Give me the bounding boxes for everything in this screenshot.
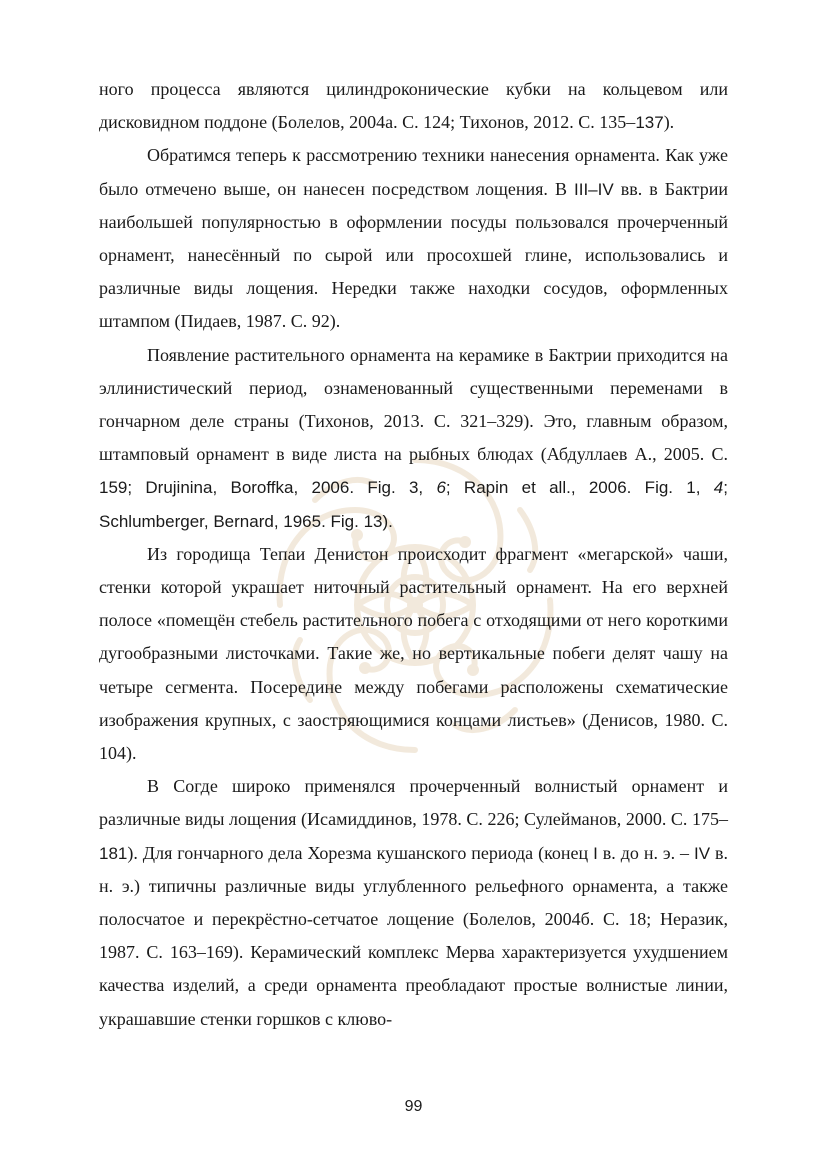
page-number: 99 <box>404 1098 423 1115</box>
body-text <box>99 73 728 1036</box>
paragraph-1-text: ного процесса являются цилиндроконические кубки на кольцевом или дисковидном поддоне (Болелов, 2004а. С. 124; Тихонов, 2012. С. 135– <box>99 79 728 133</box>
paragraph-5-century-iv: IV <box>694 843 711 863</box>
paragraph-3-text-a: Появление растительного орнамента на керамике в Бактрии приходится на эллинистический период, ознаменованный существенными переменами в гончарном деле страны (Тихонов, 2013. С. 321–329). Это, главным образом, штамповый орнамент в виде листа на рыбных блюдах (Абдуллаев А., 2005. С. <box>99 344 728 465</box>
paragraph-2-text-c: вв. в Бактрии наибольшей популярностью в оформлении посуды пользовался прочерченный орнамент, нанесённый по сырой или просохшей глине, использовались и различные виды лощения. Нередки также находки сосудов, оформленных штампом (Пидаев, 1987. С. 92). <box>99 178 728 332</box>
paragraph-3-citation-italic-e: 4 <box>713 478 724 498</box>
paragraph-1-end: ). <box>663 112 675 133</box>
paragraph-3-citation-f: ; Schlumberger, Bernard, 1965. Fig. 13). <box>99 478 728 531</box>
paragraph-5 <box>99 770 728 1036</box>
paragraph-2-century: III–IV <box>574 179 614 199</box>
paragraph-2-text-a: Обратимся теперь к рассмотрению техники нанесения орнамента. Как уже было отмечено выше, он нанесен посредством лощения. В <box>99 145 728 199</box>
paragraph-5-century-i: I <box>593 843 598 863</box>
paragraph-1-page-ref: 137 <box>635 113 664 133</box>
paragraph-4 <box>99 538 728 770</box>
paragraph-5-page-ref: 181 <box>99 843 128 863</box>
paragraph-3-citation-d: ; Rapin et all., 2006. Fig. 1, <box>445 478 714 498</box>
paragraph-3 <box>99 339 728 538</box>
paragraph-1 <box>99 73 728 139</box>
paragraph-3-citation-b: 159; Drujinina, Boroffka, 2006. Fig. 3, <box>99 478 437 498</box>
paragraph-4-text: Из городища Тепаи Денистон происходит фрагмент «мегарской» чаши, стенки которой украшает ниточный растительный орнамент. На его верхней полосе «помещён стебель растительного побега с отходящими от него короткими дугообразными листочками. Такие же, но вертикальные побеги делят чашу на четыре сегмента. Посередине между побегами расположены схематические изображения крупных, с заостряющимися концами листьев» (Денисов, 1980. С. 104). <box>99 543 728 764</box>
paragraph-5-text-c: ). Для гончарного дела Хорезма кушанского периода (конец <box>127 842 594 863</box>
paragraph-2 <box>99 139 728 338</box>
paragraph-5-text-e: в. до н. э. – <box>597 842 694 863</box>
paragraph-5-text-g: в. н. э.) типичны различные виды углубленного рельефного орнамента, а также полосчатое и перекрёстно-сетчатое лощение (Болелов, 2004б. С. 18; Неразик, 1987. С. 163–169). Керамический комплекс Мерва характеризуется ухудшением качества изделий, а среди орнамента преобладают простые волнистые линии, украшавшие стенки горшков с клюво- <box>99 842 729 1029</box>
paragraph-3-citation-italic-c: 6 <box>436 478 446 498</box>
paragraph-5-text-a: В Согде широко применялся прочерченный волнистый орнамент и различные виды лощения (Исамиддинов, 1978. С. 226; Сулейманов, 2000. С. 175– <box>99 776 728 830</box>
